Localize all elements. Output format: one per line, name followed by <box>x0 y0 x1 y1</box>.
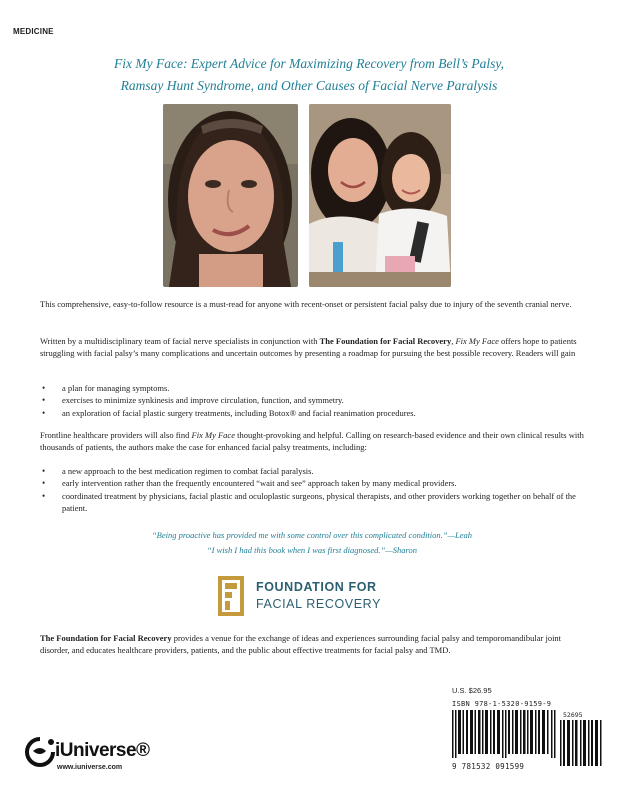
foundation-logo <box>218 576 408 618</box>
headline-line-1: Fix My Face: Expert Advice for Maximizing Recovery from Bell’s Palsy, <box>114 56 504 71</box>
addon-barcode <box>560 720 604 766</box>
reader-benefits-list <box>40 382 584 419</box>
providers-paragraph <box>40 429 584 454</box>
ean-number: 9 781532 091599 <box>452 762 525 771</box>
isbn-label: ISBN 978-1-5320-9159-9 <box>452 700 552 708</box>
foundation-logo-line-1: FOUNDATION FOR <box>256 580 377 594</box>
book-headline <box>30 53 588 97</box>
team-paragraph <box>40 335 584 360</box>
providers-book-title: Fix My Face <box>191 430 235 440</box>
addon-price-code: 52695 <box>563 711 583 719</box>
team-text-c: offers hope to patients struggling with facial palsy’s many complications and uncertain outcomes by presenting a roadmap for pursuing the best possible recovery. Readers will gain <box>40 336 577 359</box>
list-item: • coordinated treatment by physicians, facial plastic and oculoplastic surgeons, physical therapists, and other providers working together on behalf of the patient. <box>40 490 584 515</box>
foundation-paragraph <box>40 632 584 657</box>
testimonials <box>40 528 584 557</box>
foundation-text: provides a venue for the exchange of ideas and experiences surrounding facial palsy and temporomandibular joint disorder, and educates healthcare providers, patients, and the public about effective treatments for facial palsy and TMD. <box>40 633 562 656</box>
mother-daughter-photo <box>309 104 451 287</box>
publisher-logo <box>24 737 184 777</box>
barcode-block <box>452 682 604 786</box>
team-org-name: The Foundation for Facial Recovery <box>319 336 452 346</box>
headline-line-2: Ramsay Hunt Syndrome, and Other Causes of Facial Nerve Paralysis <box>120 78 498 93</box>
team-text-a: Written by a multidisciplinary team of facial nerve specialists in conjunction with <box>40 336 320 346</box>
testimonial-quote: “I wish I had this book when I was first diagnosed.”—Sharon <box>206 544 418 555</box>
price-label: U.S. $26.95 <box>452 686 492 695</box>
team-text-b: , <box>451 336 456 346</box>
ean-barcode <box>452 710 556 758</box>
portrait-photo <box>163 104 298 287</box>
iuniverse-swirl-icon <box>24 737 56 767</box>
publisher-name: iUniverse® <box>55 740 150 761</box>
foundation-org-name: The Foundation for Facial Recovery <box>40 633 172 643</box>
providers-text-a: Frontline healthcare providers will also find <box>40 430 192 440</box>
category-label: MEDICINE <box>13 27 54 36</box>
testimonial-quote: “Being proactive has provided me with some control over this complicated condition.”—Leah <box>151 530 473 540</box>
team-book-title: Fix My Face <box>455 336 499 346</box>
list-item: • an exploration of facial plastic surgery treatments, including Botox® and facial reanimation procedures. <box>40 407 584 419</box>
list-item: • early intervention rather than the frequently encountered “wait and see” approach taken by many medical providers. <box>40 477 584 489</box>
foundation-logo-icon <box>218 576 244 616</box>
providers-text-b: thought-provoking and helpful. Calling on research-based evidence and their own clinical results with thousands of patients, the authors make the case for enhanced facial palsy treatments, including: <box>40 430 584 453</box>
list-item: • a plan for managing symptoms. <box>40 382 584 394</box>
publisher-url: www.iuniverse.com <box>57 764 123 771</box>
list-item: • exercises to minimize synkinesis and improve circulation, function, and symmetry. <box>40 394 584 406</box>
list-item: • a new approach to the best medication regimen to combat facial paralysis. <box>40 465 584 477</box>
foundation-logo-line-2: FACIAL RECOVERY <box>256 597 382 611</box>
treatment-list <box>40 465 584 514</box>
intro-paragraph <box>40 298 584 310</box>
intro-text: This comprehensive, easy-to-follow resource is a must-read for anyone with recent-onset or persistent facial palsy due to injury of the seventh cranial nerve. <box>40 299 572 309</box>
